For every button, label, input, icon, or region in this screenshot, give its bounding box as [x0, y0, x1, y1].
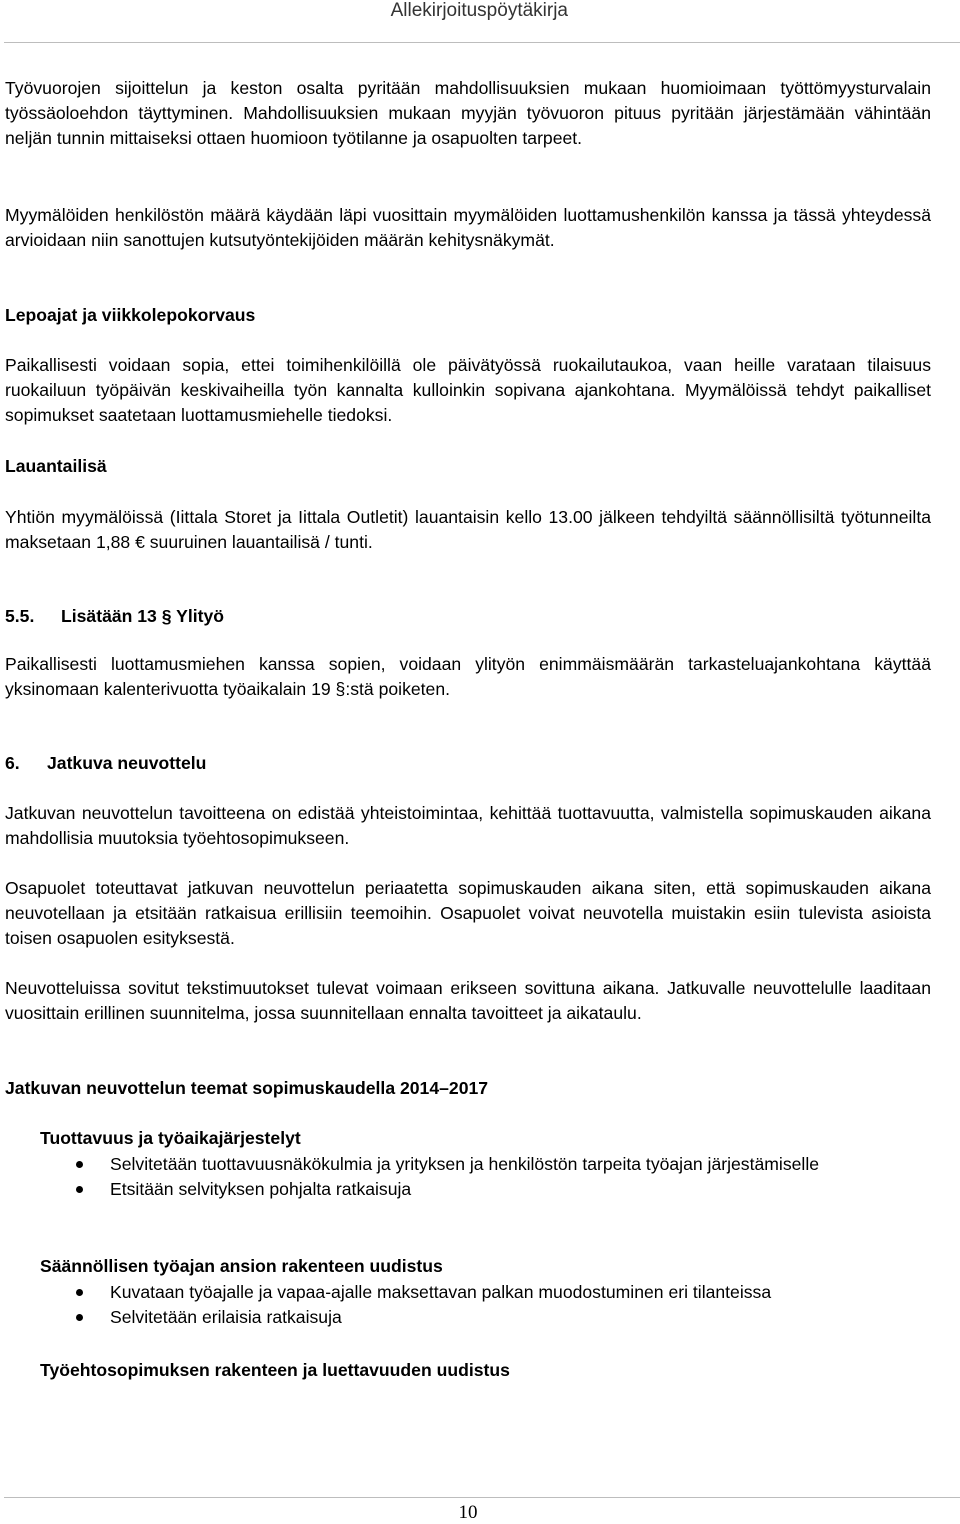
bullet-icon [76, 1289, 83, 1296]
theme-list-productivity [40, 1152, 920, 1202]
footer-divider [4, 1497, 960, 1498]
section-title: Lisätään 13 § Ylityö [61, 606, 224, 626]
list-item [40, 1280, 920, 1305]
paragraph-lauantailisa: Yhtiön myymälöissä (Iittala Storet ja Iittala Outletit) lauantaisin kello 13.00 jälkeen tehdyiltä säännöllisiltä työtunneilta maksetaan 1,88 € suuruinen lauantailisä / tunti. [5, 507, 931, 552]
section-number: 5.5. [5, 606, 35, 626]
paragraph-continuous-negotiation-goal: Jatkuvan neuvottelun tavoitteena on edistää yhteistoimintaa, kehittää tuottavuutta, valmistella sopimuskauden aikana mahdollisia muutoksia työehtosopimukseen. [5, 803, 931, 848]
list-item [40, 1305, 920, 1330]
bullet-icon [76, 1161, 83, 1168]
theme-list-wage-structure [40, 1280, 920, 1330]
list-item [40, 1177, 920, 1202]
paragraph-lepoajat: Paikallisesti voidaan sopia, ettei toimihenkilöillä ole päivätyössä ruokailutaukoa, vaan heille varataan tilaisuus ruokailuun työpäivän keskivaiheilla työn kannalta kulloinkin sopivana ajankohtana. Myymälöissä tehdyt paikalliset sopimukset saatetaan luottamusmiehelle tiedoksi. [5, 355, 931, 425]
heading-section-5-5 [5, 604, 224, 629]
theme-title-productivity: Tuottavuus ja työaikajärjestelyt [40, 1128, 301, 1148]
paragraph-continuous-negotiation-principle: Osapuolet toteuttavat jatkuvan neuvottelun periaatetta sopimuskauden aikana siten, että sopimuskauden aikana neuvotellaan ja etsitään ratkaisua erillisiin teemoihin. Osapuolet voivat neuvotella muistakin esiin tulevista asioista toisen osapuolen esityksestä. [5, 878, 931, 948]
heading-lauantailisa: Lauantailisä [5, 456, 107, 476]
bullet-icon [76, 1314, 83, 1321]
paragraph-text-changes: Neuvotteluissa sovitut tekstimuutokset tulevat voimaan erikseen sovittuna aikana. Jatkuvalle neuvottelulle laaditaan vuosittain erillinen suunnitelma, jossa suunnitellaan ennalta tavoitteet ja aikataulu. [5, 978, 931, 1023]
heading-themes: Jatkuvan neuvottelun teemat sopimuskaudella 2014–2017 [5, 1078, 489, 1098]
heading-lepoajat: Lepoajat ja viikkolepokorvaus [5, 305, 256, 325]
theme-title-agreement-structure: Työehtosopimuksen rakenteen ja luettavuuden uudistus [40, 1360, 510, 1380]
bullet-icon [76, 1186, 83, 1193]
list-item [40, 1152, 920, 1177]
list-item-text: Selvitetään erilaisia ratkaisuja [110, 1307, 342, 1327]
heading-section-6 [5, 751, 206, 776]
paragraph-work-shifts: Työvuorojen sijoittelun ja keston osalta pyritään mahdollisuuksien mukaan huomioimaan työttömyysturvalain työssäoloehdon täyttyminen. Mahdollisuuksien mukaan myyjän työvuoron pituus pyritään järjestämään vähintään neljän tunnin mittaiseksi ottaen huomioon työtilanne ja osapuolten tarpeet. [5, 78, 931, 148]
paragraph-staff-count: Myymälöiden henkilöstön määrä käydään läpi vuosittain myymälöiden luottamushenkilön kanssa ja tässä yhteydessä arvioidaan niin sanottujen kutsutyöntekijöiden määrän kehitysnäkymät. [5, 205, 931, 250]
page-number: 10 [458, 1502, 478, 1523]
list-item-text: Kuvataan työajalle ja vapaa-ajalle maksettavan palkan muodostuminen eri tilanteissa [110, 1282, 772, 1302]
list-item-text: Etsitään selvityksen pohjalta ratkaisuja [110, 1179, 412, 1199]
list-item-text: Selvitetään tuottavuusnäkökulmia ja yrityksen ja henkilöstön tarpeita työajan järjestämiselle [110, 1154, 820, 1174]
section-number: 6. [5, 753, 20, 773]
header-divider [4, 42, 960, 43]
section-title: Jatkuva neuvottelu [47, 753, 207, 773]
document-header-title: Allekirjoituspöytäkirja [390, 0, 568, 21]
theme-title-wage-structure: Säännöllisen työajan ansion rakenteen uudistus [40, 1256, 443, 1276]
paragraph-ylityo: Paikallisesti luottamusmiehen kanssa sopien, voidaan ylityön enimmäismäärän tarkasteluajankohtana käyttää yksinomaan kalenterivuotta työaikalain 19 §:stä poiketen. [5, 654, 931, 699]
